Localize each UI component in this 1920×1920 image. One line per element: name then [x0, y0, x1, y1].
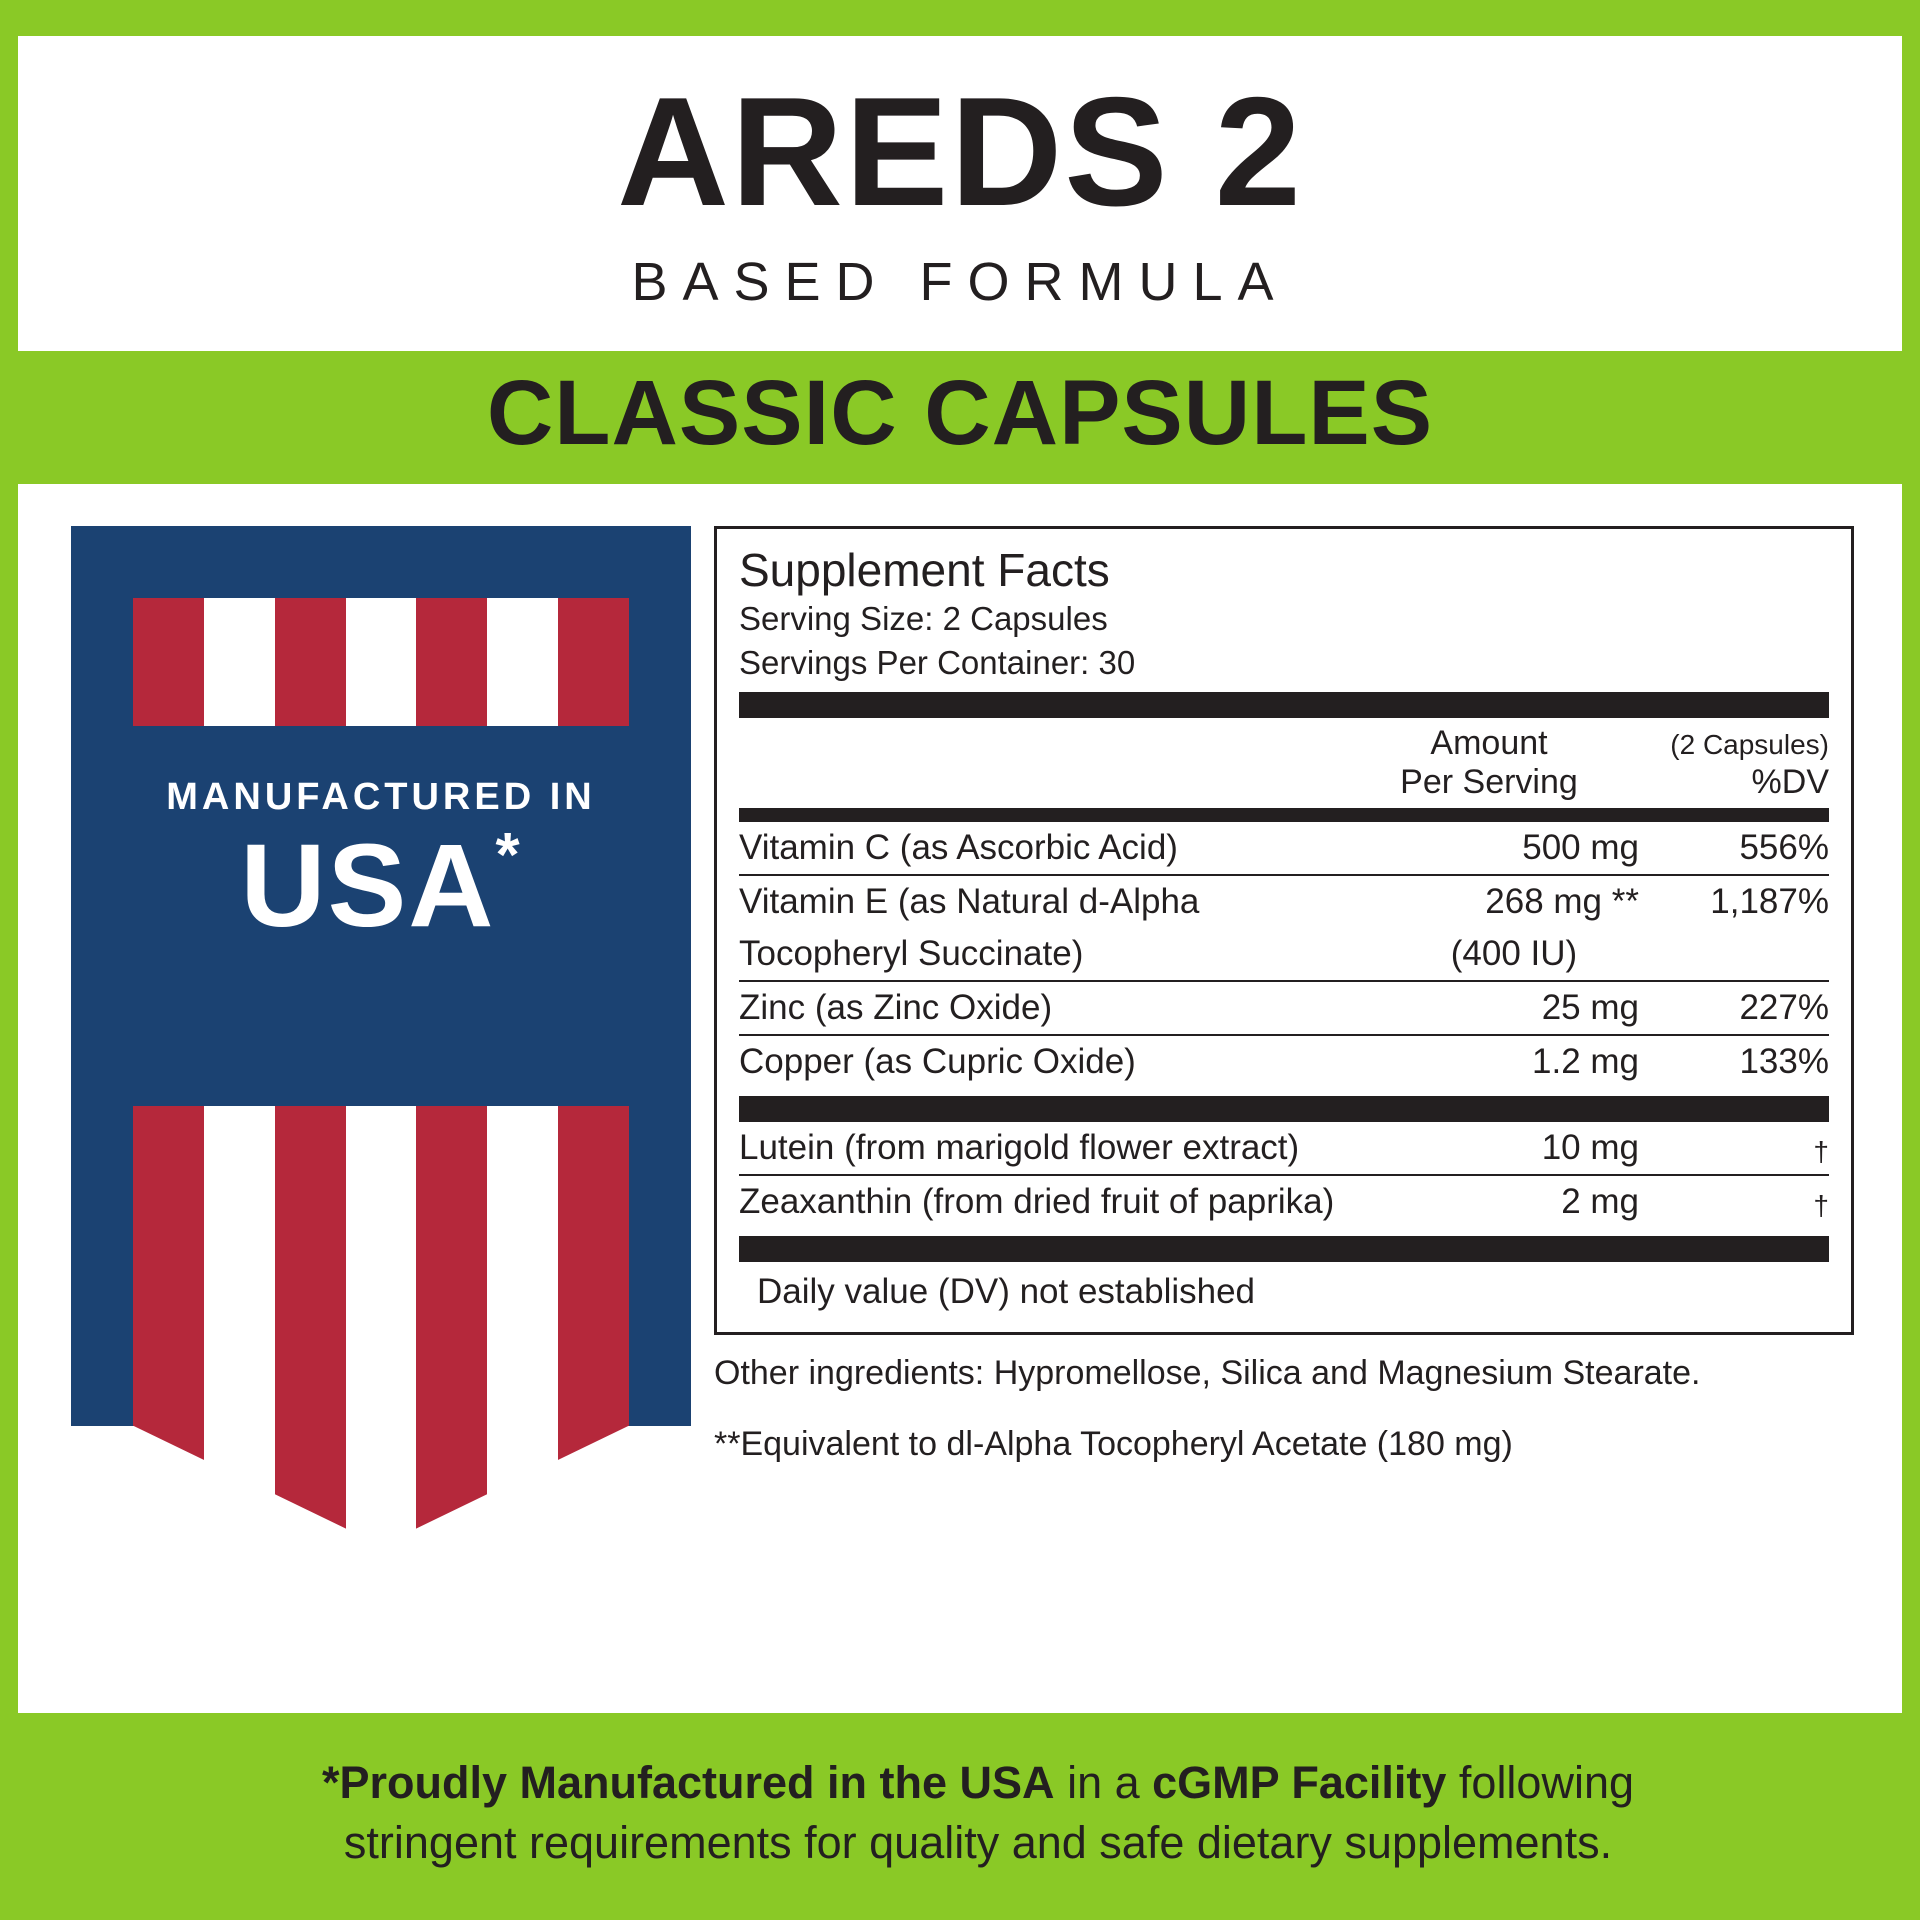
nutrient-dv-continued	[1639, 928, 1829, 981]
nutrient-dv: 133%	[1739, 1041, 1829, 1081]
divider-thick-top	[739, 692, 1829, 718]
supplement-facts-column	[696, 526, 1854, 1566]
table-row	[739, 1035, 1829, 1088]
table-row	[739, 875, 1829, 928]
nutrient-name: Copper (as Cupric Oxide)	[739, 1041, 1136, 1081]
supplement-facts-title: Supplement Facts	[739, 543, 1110, 596]
table-row	[739, 822, 1829, 875]
nutrient-dv: 556%	[1639, 822, 1829, 875]
serving-size: Serving Size: 2 Capsules	[739, 600, 1108, 638]
amount-header-text	[1339, 724, 1639, 802]
badge-top-stripes	[133, 598, 629, 726]
nutrient-amount: 10 mg	[1389, 1122, 1639, 1175]
nutrient-dv: 1,187%	[1710, 881, 1829, 921]
divider-thick-middle	[739, 1096, 1829, 1122]
header	[18, 36, 1902, 323]
other-ingredients: Other ingredients: Hypromellose, Silica and Magnesium Stearate.	[714, 1353, 1701, 1392]
nutrient-name: Lutein (from marigold flower extract)	[739, 1122, 1389, 1175]
nutrient-name: Zeaxanthin (from dried fruit of paprika)	[739, 1181, 1335, 1221]
page-subtitle: BASED FORMULA	[631, 252, 1289, 312]
top-accent-bar	[18, 0, 1902, 36]
table-row	[739, 1122, 1829, 1175]
capsules-note: (2 Capsules)	[1670, 728, 1829, 760]
nutrient-dv: †	[1639, 1122, 1829, 1175]
nutrient-name: Vitamin C (as Ascorbic Acid)	[739, 822, 1389, 875]
product-banner	[18, 351, 1902, 484]
amount-header-line1: Amount	[1430, 723, 1548, 762]
nutrient-amount: 25 mg	[1389, 981, 1639, 1035]
badge-usa-label: USA*	[240, 819, 522, 952]
divider-thick-bottom	[739, 1236, 1829, 1262]
nutrient-amount: 500 mg	[1389, 822, 1639, 875]
footer-plain-2: following	[1446, 1756, 1635, 1808]
table-row	[739, 928, 1829, 981]
footer-bold-1: *Proudly Manufactured in the USA	[321, 1756, 1055, 1808]
supplement-facts-panel	[714, 526, 1854, 1335]
nutrient-amount-continued: (400 IU)	[1389, 928, 1639, 981]
nutrient-amount: 1.2 mg	[1532, 1041, 1639, 1081]
nutrient-amount: 2 mg	[1561, 1181, 1639, 1221]
badge-column	[66, 526, 696, 1566]
carotenoids-table	[739, 1122, 1829, 1228]
nutrient-amount: 268 mg **	[1485, 881, 1639, 921]
nutrient-dv: †	[1813, 1189, 1829, 1221]
equivalent-note: **Equivalent to dl-Alpha Tocopheryl Acetate (180 mg)	[714, 1424, 1513, 1463]
dv-header-text	[1639, 724, 1829, 802]
nutrient-dv: 227%	[1639, 981, 1829, 1035]
amount-header	[739, 718, 1829, 806]
nutrient-name-continued: Tocopheryl Succinate)	[739, 928, 1389, 981]
nutrients-table	[739, 822, 1829, 1088]
footer-banner	[18, 1713, 1920, 1920]
nutrient-name: Vitamin E (as Natural d-Alpha	[739, 881, 1200, 921]
servings-per-container: Servings Per Container: 30	[739, 644, 1136, 682]
footer-line-2: stringent requirements for quality and safe dietary supplements.	[343, 1817, 1613, 1869]
footer-plain-1: in a	[1054, 1756, 1153, 1808]
dv-not-established-note: Daily value (DV) not established	[757, 1271, 1256, 1311]
table-row	[739, 981, 1829, 1035]
footer-bold-2: cGMP Facility	[1152, 1756, 1447, 1808]
footer-line-1	[78, 1753, 1878, 1814]
amount-header-line2: Per Serving	[1400, 762, 1578, 801]
badge-asterisk: *	[495, 820, 522, 890]
badge-manufactured-label: MANUFACTURED IN	[166, 775, 596, 818]
badge-text	[71, 775, 691, 952]
table-row	[739, 1175, 1829, 1228]
dv-header-label: %DV	[1751, 762, 1829, 801]
divider-medium	[739, 808, 1829, 822]
product-banner-label: CLASSIC CAPSULES	[486, 362, 1434, 464]
main-content	[18, 484, 1902, 1566]
made-in-usa-badge	[71, 526, 691, 1566]
nutrient-name: Zinc (as Zinc Oxide)	[739, 981, 1389, 1035]
page-title: AREDS 2	[617, 65, 1303, 238]
